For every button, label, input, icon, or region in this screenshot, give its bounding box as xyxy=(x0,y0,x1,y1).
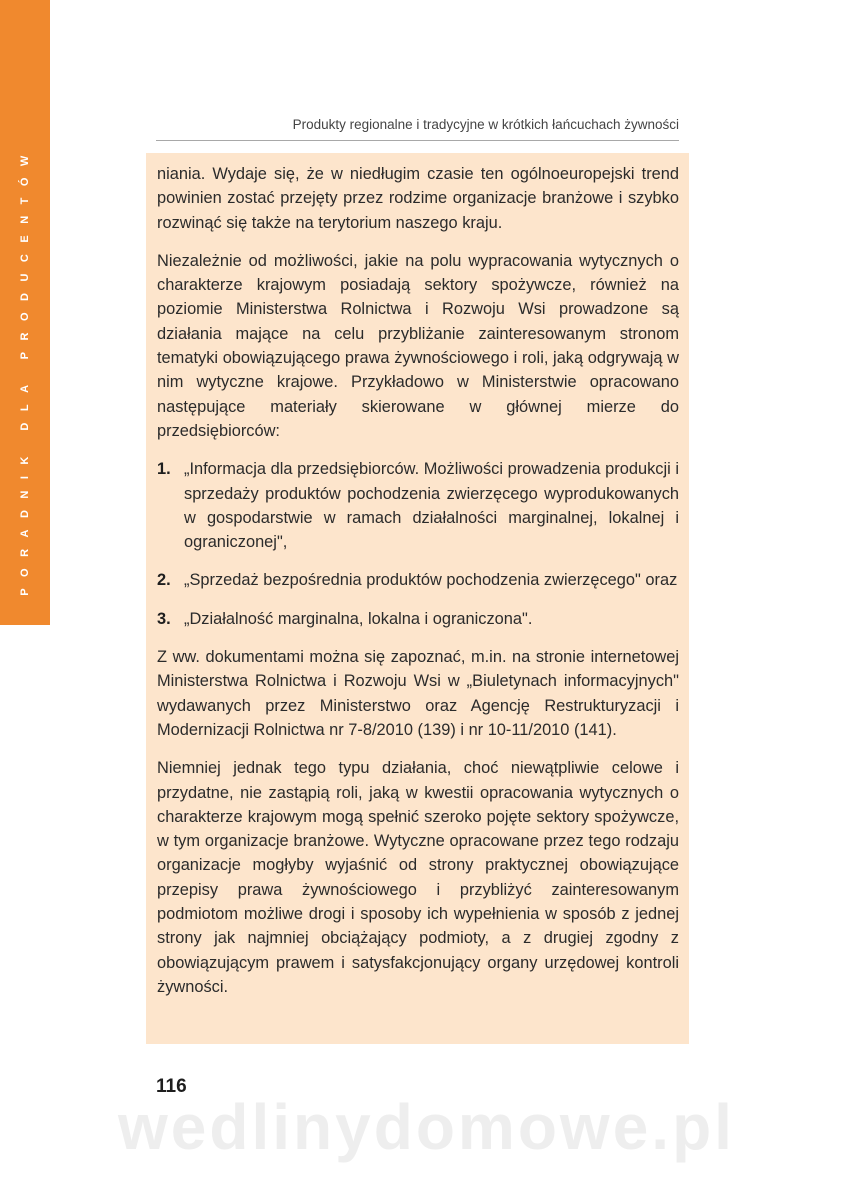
list-item xyxy=(157,457,679,554)
header-divider xyxy=(156,140,679,141)
paragraph-ministry-actions: Niezależnie od możliwości, jakie na polu wypracowania wytycznych o charakterze krajowym posiadają sektory spożywcze, również na poziomie Ministerstwa Rolnictwa i Rozwoju Wsi prowadzone są działania mające na celu przybliżanie zainteresowanym stronom tematyki obowiązującego prawa żywnościowego i roli, jaką odgrywają w nim wytyczne krajowe. Przykładowo w Ministerstwie opracowano następujące materiały skierowane w głównej mierze do przedsiębiorców: xyxy=(157,251,679,440)
watermark: wedlinydomowe.pl xyxy=(118,1091,735,1163)
list-item-text: „Sprzedaż bezpośrednia produktów pochodzenia zwierzęcego" oraz xyxy=(184,571,678,590)
list-item xyxy=(157,568,679,592)
page-number: 116 xyxy=(156,1076,187,1097)
list-item xyxy=(157,607,679,631)
side-tab-label: PORADNIK DLA PRODUCENTÓW xyxy=(19,144,31,596)
paragraph-documents: Z ww. dokumentami można się zapoznać, m.in. na stronie internetowej Ministerstwa Rolnictwa i Rozwoju Wsi w „Biuletynach informacyjnych" wydawanych przez Ministerstwo oraz Agencję Restrukturyzacji i Modernizacji Rolnictwa nr 7-8/2010 (139) i nr 10-11/2010 (141). xyxy=(157,648,679,739)
content-box xyxy=(146,153,689,1044)
paragraph-continuation: niania. Wydaje się, że w niedługim czasie ten ogólnoeuropejski trend powinien zostać przejęty przez rodzime organizacje branżowe i szybko rozwinąć się także na terytorium naszego kraju. xyxy=(157,165,679,232)
list-item-number: 2. xyxy=(157,571,171,590)
side-tab xyxy=(0,0,50,625)
list-item-number: 1. xyxy=(157,460,171,479)
paragraph-conclusion: Niemniej jednak tego typu działania, choć niewątpliwie celowe i przydatne, nie zastąpią roli, jaką w kwestii opracowania wytycznych o charakterze krajowym mogą spełnić szeroko pojęte sektory spożywcze, w tym organizacje branżowe. Wytyczne opracowane przez tego rodzaju organizacje mogłyby wyjaśnić od strony praktycznej obowiązujące przepisy prawa żywnościowego i przybliżyć zainteresowanym podmiotom możliwe drogi i sposoby ich wypełnienia w sposób z jednej strony jak najmniej obciążający podmioty, a z drugiej zgodny z obowiązującym prawem i satysfakcjonujący organy urzędowej kontroli żywności. xyxy=(157,759,679,996)
list-item-text: „Informacja dla przedsiębiorców. Możliwości prowadzenia produkcji i sprzedaży produktów pochodzenia zwierzęcego wyprodukowanych w gospodarstwie w ramach działalności marginalnej, lokalnej i ograniczonej", xyxy=(184,460,679,552)
list-item-text: „Działalność marginalna, lokalna i ograniczona". xyxy=(184,609,533,628)
list-item-number: 3. xyxy=(157,609,171,628)
running-header: Produkty regionalne i tradycyjne w krótkich łańcuchach żywności xyxy=(292,117,679,132)
